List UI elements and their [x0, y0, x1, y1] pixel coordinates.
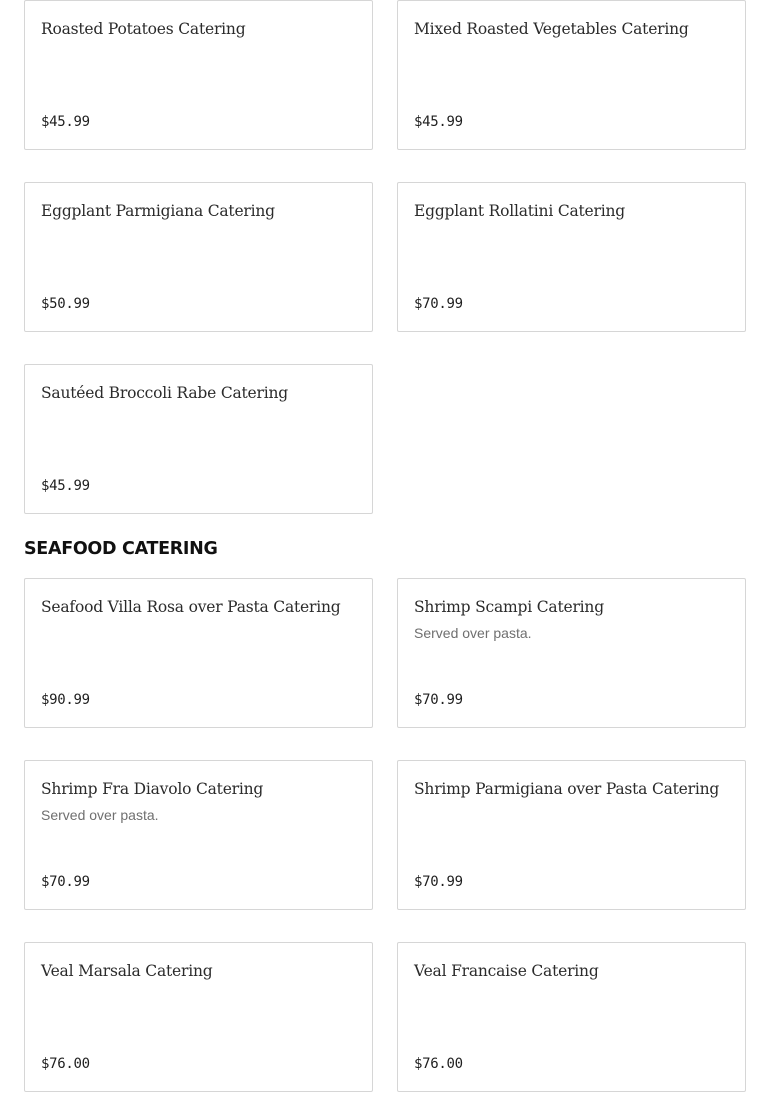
menu-item-card[interactable] — [24, 578, 373, 728]
menu-item-name: Eggplant Rollatini Catering — [414, 202, 626, 220]
menu-item-price: $70.99 — [41, 874, 90, 890]
section-heading-seafood: SEAFOOD CATERING — [24, 539, 218, 559]
menu-item-name: Shrimp Parmigiana over Pasta Catering — [414, 780, 720, 798]
menu-item-name: Seafood Villa Rosa over Pasta Catering — [41, 598, 341, 616]
menu-item-name: Sautéed Broccoli Rabe Catering — [41, 384, 288, 402]
menu-item-card[interactable] — [24, 364, 373, 514]
menu-item-price: $45.99 — [41, 478, 90, 494]
menu-item-card[interactable] — [24, 942, 373, 1092]
menu-item-card[interactable] — [24, 760, 373, 910]
menu-items-grid — [24, 0, 746, 514]
menu-item-name: Veal Francaise Catering — [414, 962, 599, 980]
menu-item-card[interactable] — [397, 760, 746, 910]
menu-item-price: $70.99 — [414, 692, 463, 708]
menu-item-description: Served over pasta. — [41, 807, 159, 823]
menu-item-card[interactable] — [24, 182, 373, 332]
menu-item-card[interactable] — [397, 942, 746, 1092]
menu-item-price: $45.99 — [414, 114, 463, 130]
menu-item-name: Shrimp Fra Diavolo Catering — [41, 780, 264, 798]
menu-item-name: Veal Marsala Catering — [41, 962, 213, 980]
menu-item-price: $70.99 — [414, 296, 463, 312]
menu-item-name: Mixed Roasted Vegetables Catering — [414, 20, 689, 38]
menu-item-name: Shrimp Scampi Catering — [414, 598, 604, 616]
menu-item-card[interactable] — [397, 0, 746, 150]
menu-item-name: Roasted Potatoes Catering — [41, 20, 246, 38]
menu-item-price: $76.00 — [414, 1056, 463, 1072]
menu-item-card[interactable] — [24, 0, 373, 150]
menu-item-card[interactable] — [397, 182, 746, 332]
menu-item-price: $50.99 — [41, 296, 90, 312]
menu-items-grid-seafood — [24, 578, 746, 1092]
menu-item-name: Eggplant Parmigiana Catering — [41, 202, 275, 220]
menu-item-price: $76.00 — [41, 1056, 90, 1072]
menu-item-card[interactable] — [397, 578, 746, 728]
menu-item-description: Served over pasta. — [414, 625, 532, 641]
menu-item-price: $70.99 — [414, 874, 463, 890]
menu-item-price: $90.99 — [41, 692, 90, 708]
menu-item-price: $45.99 — [41, 114, 90, 130]
